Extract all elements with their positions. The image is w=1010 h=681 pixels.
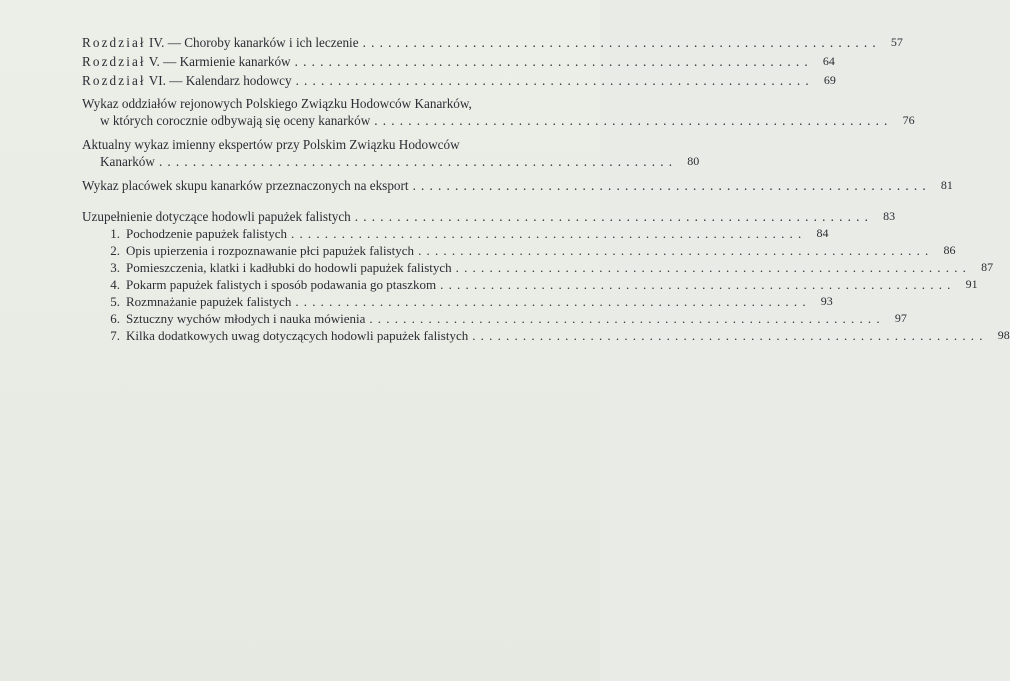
toc-entry-chapter-5 <box>82 53 835 70</box>
entry-line-2: Kanarków <box>100 154 155 169</box>
item-number: 2. <box>110 243 120 258</box>
toc-subentry-2 <box>100 242 956 259</box>
toc-entry-uzupelnienie <box>82 208 896 225</box>
item-title: Pokarm papużek falistych i sposób podawania go ptaszkom <box>126 277 437 292</box>
dot-leader: ............................................................. <box>369 311 885 326</box>
entry-title: Wykaz placówek skupu kanarków przeznaczonych na eksport <box>82 178 409 193</box>
item-number: 6. <box>110 311 120 326</box>
chapter-title: VI. — Kalendarz hodowcy <box>148 73 292 88</box>
page-number: 76 <box>902 113 915 127</box>
dot-leader: ............................................................. <box>362 35 881 50</box>
item-title: Rozmnażanie papużek falistych <box>126 294 292 309</box>
item-title: Sztuczny wychów młodych i nauka mówienia <box>126 311 366 326</box>
chapter-prefix: Rozdział <box>82 73 146 88</box>
entry-line-1: Aktualny wykaz imienny ekspertów przy Polskim Związku Hodowców <box>82 137 460 152</box>
toc-entry-chapter-6 <box>82 72 836 89</box>
dot-leader: ............................................................. <box>472 328 988 343</box>
page-number: 97 <box>894 311 907 325</box>
dot-leader: ............................................................. <box>412 178 931 193</box>
dot-leader: ............................................................. <box>418 243 934 258</box>
chapter-title: IV. — Choroby kanarków i ich leczenie <box>148 35 359 50</box>
dot-leader: ............................................................. <box>295 294 811 309</box>
page-number: 86 <box>943 243 956 257</box>
page-number: 83 <box>883 209 896 223</box>
page-number: 69 <box>823 73 836 87</box>
toc-entry-wykaz-oddzialow <box>82 95 915 129</box>
toc-subentry-7 <box>100 327 1010 344</box>
dot-leader: ............................................................. <box>291 226 807 241</box>
page-number: 98 <box>997 328 1010 342</box>
item-title: Kilka dodatkowych uwag dotyczących hodowli papużek falistych <box>126 328 469 343</box>
page-number: 80 <box>687 154 700 168</box>
item-title: Opis upierzenia i rozpoznawanie płci papużek falistych <box>126 243 415 258</box>
toc-entry-wykaz-placowek <box>82 177 953 194</box>
chapter-prefix: Rozdział <box>82 35 146 50</box>
entry-line-1: Wykaz oddziałów rejonowych Polskiego Związku Hodowców Kanarków, <box>82 96 472 111</box>
entry-line-2: w których corocznie odbywają się oceny kanarków <box>100 113 371 128</box>
dot-leader: ............................................................. <box>374 113 893 128</box>
chapter-title: V. — Karmienie kanarków <box>148 54 291 69</box>
toc-subentry-4 <box>100 276 978 293</box>
dot-leader: ............................................................. <box>440 277 956 292</box>
page-number: 64 <box>822 54 835 68</box>
entry-title: Uzupełnienie dotyczące hodowli papużek falistych <box>82 209 351 224</box>
dot-leader: ............................................................. <box>158 154 678 169</box>
page-number: 91 <box>965 277 978 291</box>
dot-leader: ............................................................. <box>354 209 874 224</box>
dot-leader: ............................................................. <box>295 73 814 88</box>
chapter-prefix: Rozdział <box>82 54 146 69</box>
item-number: 7. <box>110 328 120 343</box>
item-title: Pochodzenie papużek falistych <box>126 226 287 241</box>
item-number: 1. <box>110 226 120 241</box>
toc-subentry-6 <box>100 310 907 327</box>
toc-subentry-5 <box>100 293 833 310</box>
dot-leader: ............................................................. <box>455 260 972 275</box>
item-number: 4. <box>110 277 120 292</box>
toc-entry-chapter-4 <box>82 34 903 51</box>
dot-leader: ............................................................. <box>294 54 813 69</box>
page-number: 81 <box>940 178 953 192</box>
page-number: 84 <box>816 226 829 240</box>
page-number: 87 <box>981 260 994 274</box>
item-number: 5. <box>110 294 120 309</box>
toc-subentry-3 <box>100 259 994 276</box>
toc-subentry-1 <box>100 225 829 242</box>
page-number: 57 <box>890 35 903 49</box>
item-number: 3. <box>110 260 120 275</box>
toc-entry-wykaz-ekspertow <box>82 136 700 170</box>
page-number: 93 <box>820 294 833 308</box>
item-title: Pomieszczenia, klatki i kadłubki do hodowli papużek falistych <box>126 260 452 275</box>
